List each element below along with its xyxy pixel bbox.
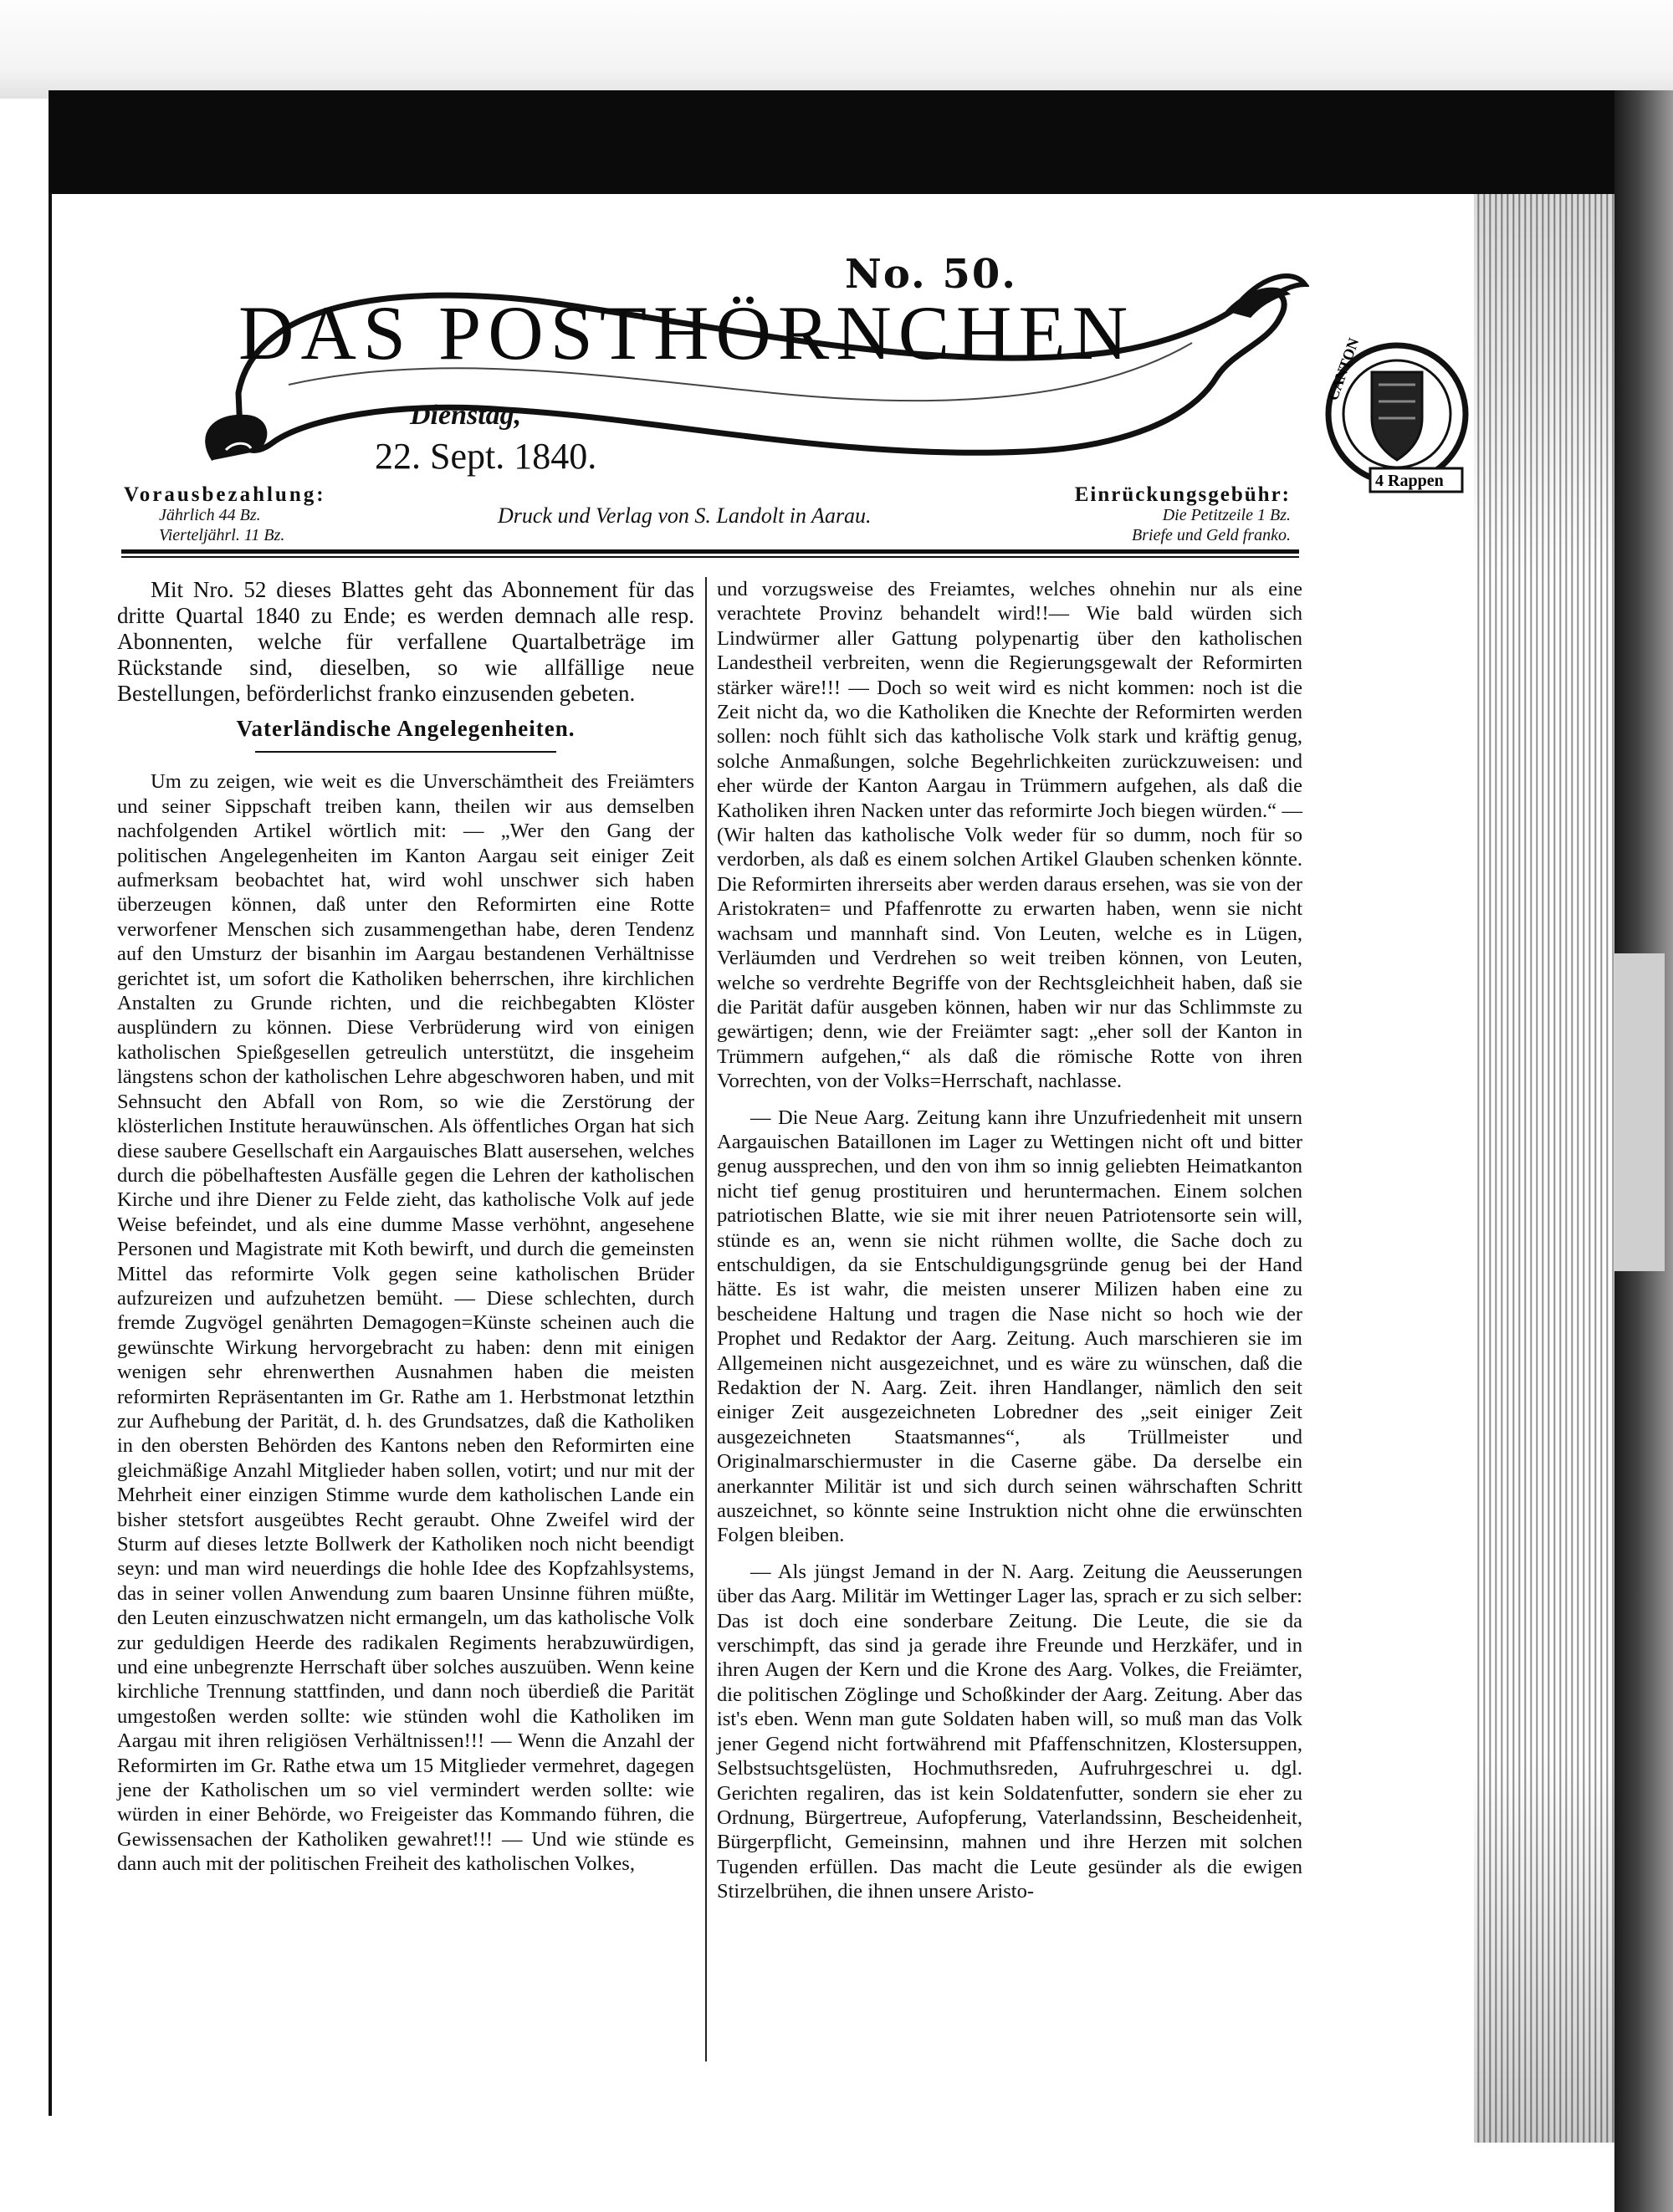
article-paragraph: Um zu zeigen, wie weit es die Unverschämtheit des Freiämters und seiner Sippschaft treiben kann, theilen wir aus demselben nachfolgenden Artikel wörtlich mit: — „Wer den Gang der politischen Angelegenheiten im Kanton Aargau seit einiger Zeit aufmerksam beobachtet hat, wird wohl unschwer sich haben überzeugen können, daß unter den Reformirten eine Rotte verworfener Menschen sich zusammengethan habe, deren Tendenz auf den Umsturz der bisanhin im Aargau bestandenen Verhältnisse gerichtet ist, um sofort die Katholiken beherrschen, ihre kirchlichen Anstalten zu Grunde richten, und die reichbegabten Klöster ausplündern zu können. Diese Verbrüderung wird von einigen katholischen Spießgesellen getreulich unterstützt, die insgeheim längstens schon der katholischen Lehre abgeschworen haben, und mit Sehnsucht den Abfall von Rom, so wie die Zerstörung der klösterlichen Institute herauwünschen. Als öffentliches Organ hat sich diese saubere Gesellschaft ein Aargauisches Blatt ausersehen, welches durch die pöbelhaftesten Ausfälle gegen die Lehren der katholischen Kirche und ihre Diener zu Felde zieht, das katholische Volk auf jede Weise befeindet, und als eine dumme Masse verhöhnt, angesehene Personen und Magistrate mit Koth bewirft, und durch die gemeinsten Mittel das reformirte Volk gegen seine katholischen Brüder aufzureizen und aufzuhetzen bemüht. — Diese schlechten, durch fremde Zugvögel genährten Demagogen=Künste scheinen auch die gewünschte Wirkung hervorgebracht zu haben: denn mit einigen wenigen sehr ehrenwerthen Ausnahmen haben die meisten reformirten Repräsentanten im Gr. Rathe am 1. Herbstmonat letzthin zur Aufhebung der Parität, d. h. des Grundsatzes, daß die Katholiken in den obersten Behörden des Kantons neben den Reformirten eine gleichmäßige Anzahl Mitglieder haben sollen, votirt; und nur mit der Mehrheit einer einzigen Stimme wurde dem katholischen Lande ein bisher stetsfort ausgeübtes Recht geraubt. Ohne Zweifel wird der Sturm auf dieses letzte Bollwerk der Katholiken noch nicht beendigt seyn: und man wird neuerdings die hohle Idee des Kopfzahlsystems, das in seiner vollen Anwendung zum baaren Unsinne führen müßte, den Leuten einzuschwatzen nicht ermangeln, um das katholische Volk zur geduldigen Heerde des radikalen Regiments herabzuwürdigen, und eine unbegrenzte Herrschaft über solches auszuüben. Wenn keine kirchliche Trennung stattfinden, und dann noch überdieß die Parität umgestoßen werden sollte: wie stünden wohl die Katholiken im Aargau mit ihren religiösen Verhältnissen!!! — Wenn die Anzahl der Reformirten im Gr. Rathe etwa um 15 Mitglieder vermehret, dagegen jene der Katholischen um so viel vermindert werden sollte: wie würden in einer Behörde, wo Freigeister das Kommando führen, die Gewissensachen der Katholiken gewahret!!! — Und wie stünde es dann auch mit der politischen Freiheit des katholischen Volkes,: [117, 770, 694, 1876]
prepayment-yearly: Jährlich 44 Bz.: [159, 506, 261, 524]
scan-background-top: [0, 0, 1673, 99]
prepayment-heading: Vorausbezahlung:: [124, 483, 326, 506]
stamp-text-top: CANTON: [1323, 335, 1363, 403]
postage-stamp: [1320, 335, 1471, 493]
masthead-title: DAS POSTHÖRNCHEN: [238, 290, 1135, 375]
prepayment-quarterly: Vierteljährl. 11 Bz.: [159, 526, 285, 544]
scan-black-border: [49, 90, 1621, 199]
article-paragraph-military: — Als jüngst Jemand in der N. Aarg. Zeitung die Aeusserungen über das Aarg. Militär im Wettinger Lager las, sprach er zu sich selber: Das ist doch eine sonderbare Zeitung. Die Leute, die sie da verschimpft, das sind ja gerade ihre Freunde und Herzkäfer, und in ihren Augen der Kern und die Krone des Aarg. Volkes, die Freiämter, die politischen Zöglinge und Schoßkinder der Aarg. Zeitung. Aber das ist's eben. Wenn man gute Soldaten haben will, so muß man das Volk jener Gegend nicht fortwährend mit Pfaffenschnitzen, Klostersuppen, Selbstsuchtsgelüsten, Hochmuthsreden, Aufruhrgeschrei u. dgl. Gerichten regaliren, das ist kein Soldatenfutter, sondern sie eher zu Ordnung, Bürgertreue, Aufopferung, Vaterlandssinn, Bescheidenheit, Bürgerpflicht, Gemeinsinn, mahnen und ihre Herzen mit solchen Tugenden erfüllen. Das macht die Leute gesünder als die ewigen Stirzelbrühen, die ihnen unsere Aristo-: [717, 1560, 1302, 1903]
page-stack-edges: [1474, 194, 1614, 2143]
issue-number: No. 50.: [845, 251, 1017, 298]
prepayment-info: [124, 485, 326, 545]
paragraph-gap: [717, 1094, 1302, 1106]
section-title-rule: [255, 751, 556, 753]
stamp-text-bottom: 4 Rappen: [1375, 472, 1444, 490]
insertion-fee-rate: Die Petitzeile 1 Bz.: [1162, 506, 1291, 524]
article-continuation: und vorzugsweise des Freiamtes, welches ohnehin nur als eine verachtete Provinz behandelt wird!!— Wie bald würden sich Lindwürmer aller Gattung polypenartig über den katholischen Landestheil verbreiten, wenn die Regierungsgewalt der Reformirten stärker wäre!!! — Doch so weit wird es nicht kommen: noch ist die Zeit nicht da, wo die Katholiken die Knechte der Reformirten werden sollen: noch fühlt sich das katholische Volk stark und kräftig genug, solche Anmaßungen, solche Begehrlichkeiten zurückzuweisen: und eher würde der Kanton Aargau in Trümmern aufgehen, als daß die Katholiken ihren Nacken unter das reformirte Joch biegen würden.“ — (Wir halten das katholische Volk weder für so dumm, noch für so verdorben, als daß es einem solchen Artikel Glauben schenken könnte. Die Reformirten ihrerseits aber werden daraus ersehen, was sie von der Aristokraten= und Pfaffenrotte zu erwarten haben, wenn sie nicht wachsam und mannhaft sind. Von Leuten, welche es in Lügen, Verläumden und Verdrehen so weit treiben können, von Leuten, welche so verdrehte Begriffe von der Rechtsgleichheit haben, daß sie die Parität dafür ausgeben können, haben wir nur das Schlimmste zu gewärtigen; denn, wie der Freiämter sagt: „eher soll der Kanton in Trümmern aufgehen,“ als daß die römische Rotte von ihren Vorrechten, von der Volks=Herrschaft, nachlasse.: [717, 578, 1302, 1093]
insertion-fee-note: Briefe und Geld franko.: [1132, 526, 1291, 544]
header-rule-thick: [121, 549, 1299, 554]
column-divider: [705, 577, 707, 2061]
insertion-fee-heading: Einrückungsgebühr:: [1074, 483, 1291, 506]
masthead-date: 22. Sept. 1840.: [375, 436, 597, 477]
column-right: [717, 577, 1302, 1904]
column-left: [117, 577, 694, 1877]
publisher-line: Druck und Verlag von S. Landolt in Aarau.: [498, 503, 872, 528]
insertion-fee-info: [1067, 485, 1291, 545]
subscription-notice: Mit Nro. 52 dieses Blattes geht das Abonnement für das dritte Quartal 1840 zu Ende; es werden demnach alle resp. Abonnenten, welche für verfallene Quartalbeträge im Rückstande sind, dieselben, so wie allfällige neue Bestellungen, beförderlichst franko einzusenden gebeten.: [117, 577, 694, 706]
section-title: Vaterländische Angelegenheiten.: [236, 716, 576, 741]
paragraph-gap: [717, 1548, 1302, 1560]
header-rule-thin: [121, 556, 1299, 558]
article-paragraph-wettingen: — Die Neue Aarg. Zeitung kann ihre Unzufriedenheit mit unsern Aargauischen Bataillonen im Lager zu Wettingen nicht oft und bitter genug aussprechen, und den von ihm so innig geliebten Heimatkanton nicht tief genug prostituiren und heruntermachen. Einem solchen patriotischen Blatte, wie sie mit ihrer neuen Patriotensorte sein will, stünde es an, wenn sie nicht rühmen wollte, die Sache doch zu entschuldigen, da sie Entschuldigungsgründe genug bei der Hand hätte. Es ist wahr, die meisten unserer Milizen haben eine zu bescheidene Haltung und tragen die Nase nicht so hoch wie der Prophet und Redaktor der Aarg. Zeitung. Auch marschieren sie im Allgemeinen nicht ausgezeichnet, und es wäre zu wünschen, daß die Redaktion der N. Aarg. Zeit. ihren Handlanger, nämlich den seit einiger Zeit ausgezeichneten Lobredner des „seit einiger Zeit ausgezeichneten Staatsmannes“, als Trüllmeister und Originalmarschiermuster in die Caserne gäbe. Da derselbe ein anerkannter Militär ist und sich durch seinen währschaften Schritt auszeichnet, so könnte seine Instruktion nicht ohne die erwünschten Folgen bleiben.: [717, 1106, 1302, 1547]
masthead-weekday: Dienstag,: [410, 400, 522, 431]
